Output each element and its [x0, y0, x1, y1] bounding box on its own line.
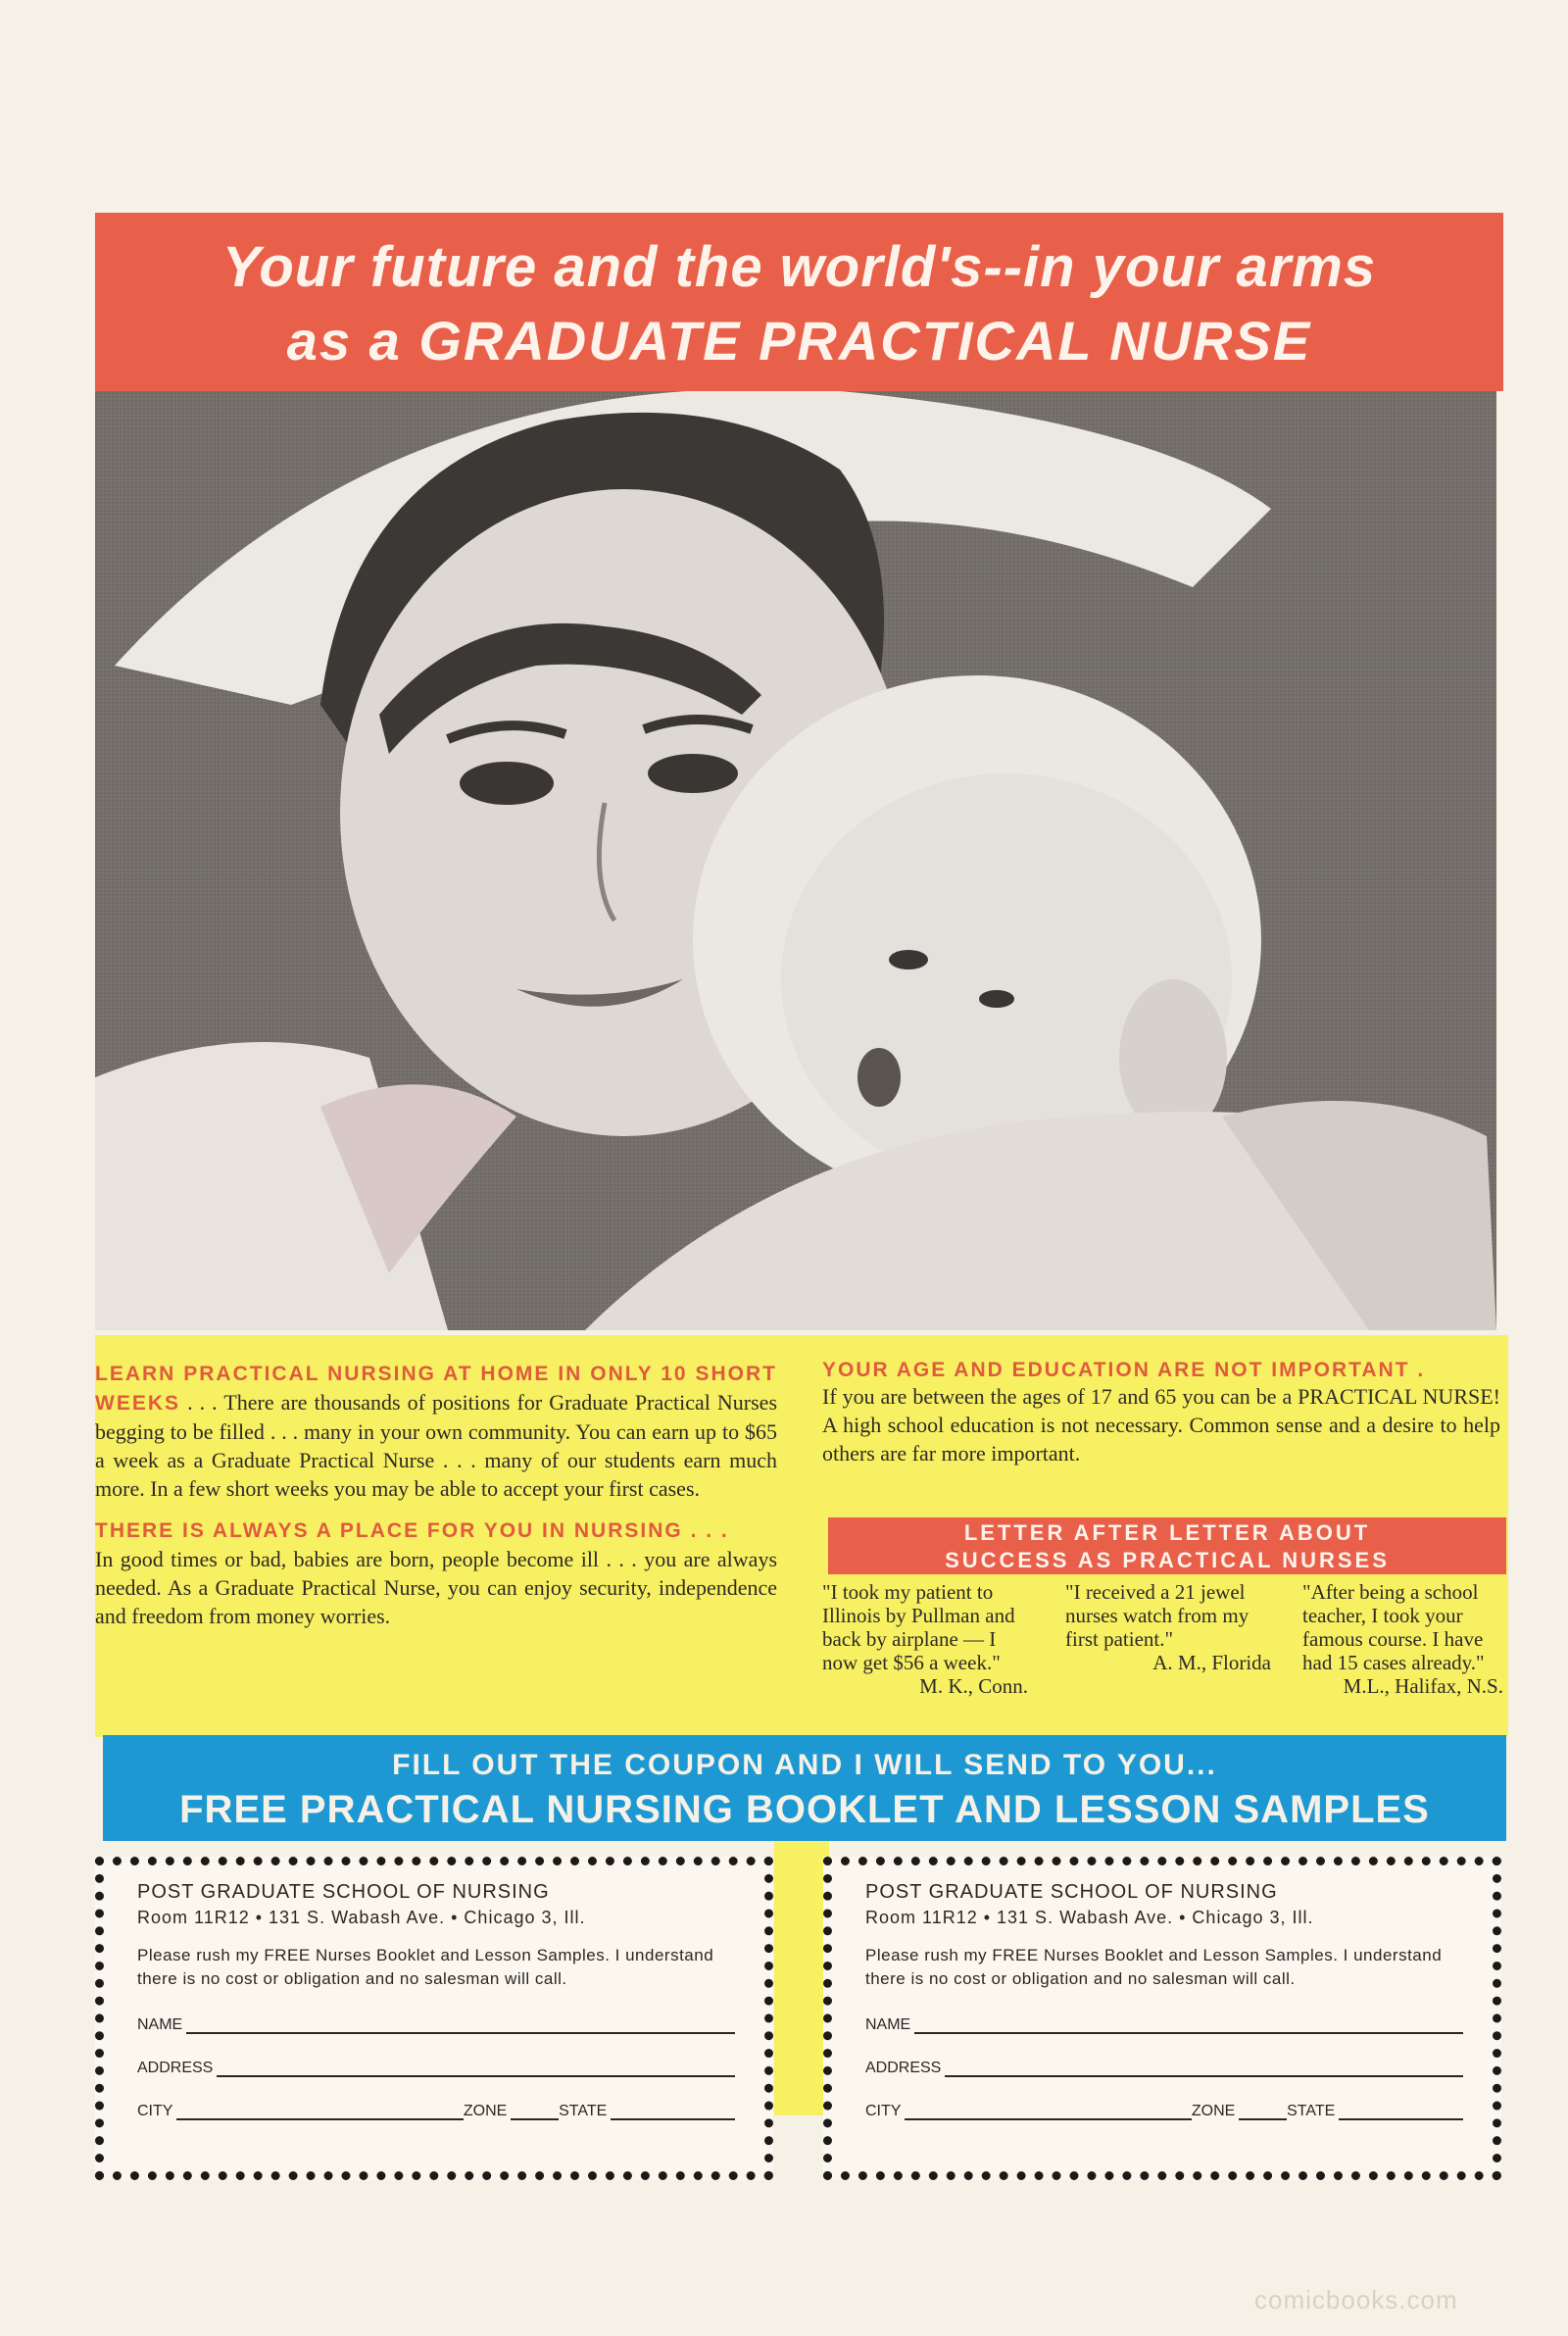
testimonial-3	[1302, 1580, 1503, 1698]
testimonial-2	[1065, 1580, 1271, 1674]
testimonial-quote: "After being a school teacher, I took your famous course. I have had 15 cases already."	[1302, 1580, 1485, 1674]
coupon-banner-line-2: FREE PRACTICAL NURSING BOOKLET AND LESSON SAMPLES	[179, 1788, 1430, 1831]
headline-line-1: Your future and the world's--in your arms	[221, 235, 1377, 299]
left-column	[95, 1359, 777, 1630]
body-age-education: If you are between the ages of 17 and 65 you can be a PRACTICAL NURSE! A high school education is not necessary. Common sense and a desire to help others are far more important.	[822, 1384, 1500, 1466]
letters-banner	[828, 1517, 1506, 1574]
heading-age-education: YOUR AGE AND EDUCATION ARE NOT IMPORTANT .	[822, 1359, 1426, 1381]
address-line[interactable]	[945, 2058, 1463, 2077]
coupon-school-name: POST GRADUATE SCHOOL OF NURSING	[865, 1881, 1278, 1903]
name-line[interactable]	[914, 2014, 1463, 2034]
city-zone-state-field[interactable]	[865, 2097, 1463, 2120]
zone-label: ZONE	[1191, 2103, 1236, 2119]
testimonial-1	[822, 1580, 1028, 1698]
left-paragraph-1	[95, 1359, 777, 1503]
coupon-request-text: Please rush my FREE Nurses Booklet and Lesson Samples. I understand there is no cost or obligation and no salesman will call.	[865, 1946, 1443, 1988]
testimonial-quote: "I took my patient to Illinois by Pullman and back by airplane — I now get $56 a week."	[822, 1580, 1015, 1674]
letters-banner-line-2: SUCCESS AS PRACTICAL NURSES	[945, 1548, 1390, 1572]
watermark: comicbooks.com	[1254, 2285, 1458, 2314]
zone-line[interactable]	[1239, 2101, 1287, 2120]
name-field[interactable]	[137, 2011, 735, 2034]
state-line[interactable]	[1339, 2101, 1463, 2120]
coupon-banner	[103, 1735, 1506, 1841]
name-label: NAME	[865, 2016, 911, 2033]
copy-panel	[95, 1335, 1508, 1737]
coupon-banner-line-1: FILL OUT THE COUPON AND I WILL SEND TO YOU...	[392, 1749, 1217, 1781]
city-line[interactable]	[176, 2101, 463, 2120]
coupon-right	[823, 1857, 1501, 2180]
body-always-a-place: In good times or bad, babies are born, people become ill . . . you are always needed. As a Graduate Practical Nurse, you can enjoy security, independence and freedom from money worries.	[95, 1547, 777, 1628]
name-field[interactable]	[865, 2011, 1463, 2034]
heading-learn-at-home: LEARN PRACTICAL NURSING AT HOME IN ONLY 10 SHORT WEEKS	[95, 1363, 777, 1415]
state-label: STATE	[559, 2103, 608, 2119]
testimonial-signature: M. K., Conn.	[919, 1674, 1028, 1698]
coupon-divider-strip	[774, 1841, 829, 2115]
coupon-request-text: Please rush my FREE Nurses Booklet and Lesson Samples. I understand there is no cost or obligation and no salesman will call.	[137, 1946, 714, 1988]
testimonial-signature: M.L., Halifax, N.S.	[1343, 1674, 1503, 1698]
address-field[interactable]	[137, 2054, 735, 2077]
coupon-left	[95, 1857, 773, 2180]
body-learn-at-home: . . . There are thousands of positions for Graduate Practical Nurses begging to be filled . . . many in your own community. You can earn up to $65 a week as a Graduate Practical Nurse . . . many of our students earn much more. In a few short weeks you may be able to accept your first cases.	[95, 1390, 778, 1501]
zone-line[interactable]	[511, 2101, 559, 2120]
headline-line-2: as a GRADUATE PRACTICAL NURSE	[286, 310, 1312, 372]
zone-label: ZONE	[463, 2103, 508, 2119]
address-label: ADDRESS	[865, 2060, 942, 2076]
headline-banner	[95, 213, 1503, 391]
state-label: STATE	[1287, 2103, 1336, 2119]
state-line[interactable]	[611, 2101, 735, 2120]
address-line[interactable]	[217, 2058, 735, 2077]
city-zone-state-field[interactable]	[137, 2097, 735, 2120]
testimonial-signature: A. M., Florida	[1152, 1651, 1271, 1674]
left-paragraph-2	[95, 1516, 777, 1630]
address-label: ADDRESS	[137, 2060, 214, 2076]
nurse-with-baby-photo	[95, 391, 1496, 1330]
city-label: CITY	[865, 2103, 902, 2119]
city-label: CITY	[137, 2103, 173, 2119]
coupon-school-name: POST GRADUATE SCHOOL OF NURSING	[137, 1881, 550, 1903]
city-line[interactable]	[905, 2101, 1191, 2120]
heading-always-a-place: THERE IS ALWAYS A PLACE FOR YOU IN NURSING . . .	[95, 1519, 729, 1542]
nurse-illustration	[95, 391, 1496, 1330]
name-line[interactable]	[186, 2014, 735, 2034]
name-label: NAME	[137, 2016, 183, 2033]
testimonial-quote: "I received a 21 jewel nurses watch from my first patient."	[1065, 1580, 1250, 1651]
coupon-address: Room 11R12 • 131 S. Wabash Ave. • Chicago 3, Ill.	[137, 1908, 586, 1927]
coupon-address: Room 11R12 • 131 S. Wabash Ave. • Chicago 3, Ill.	[865, 1908, 1314, 1927]
address-field[interactable]	[865, 2054, 1463, 2077]
right-column	[822, 1359, 1500, 1467]
letters-banner-line-1: LETTER AFTER LETTER ABOUT	[963, 1520, 1371, 1545]
